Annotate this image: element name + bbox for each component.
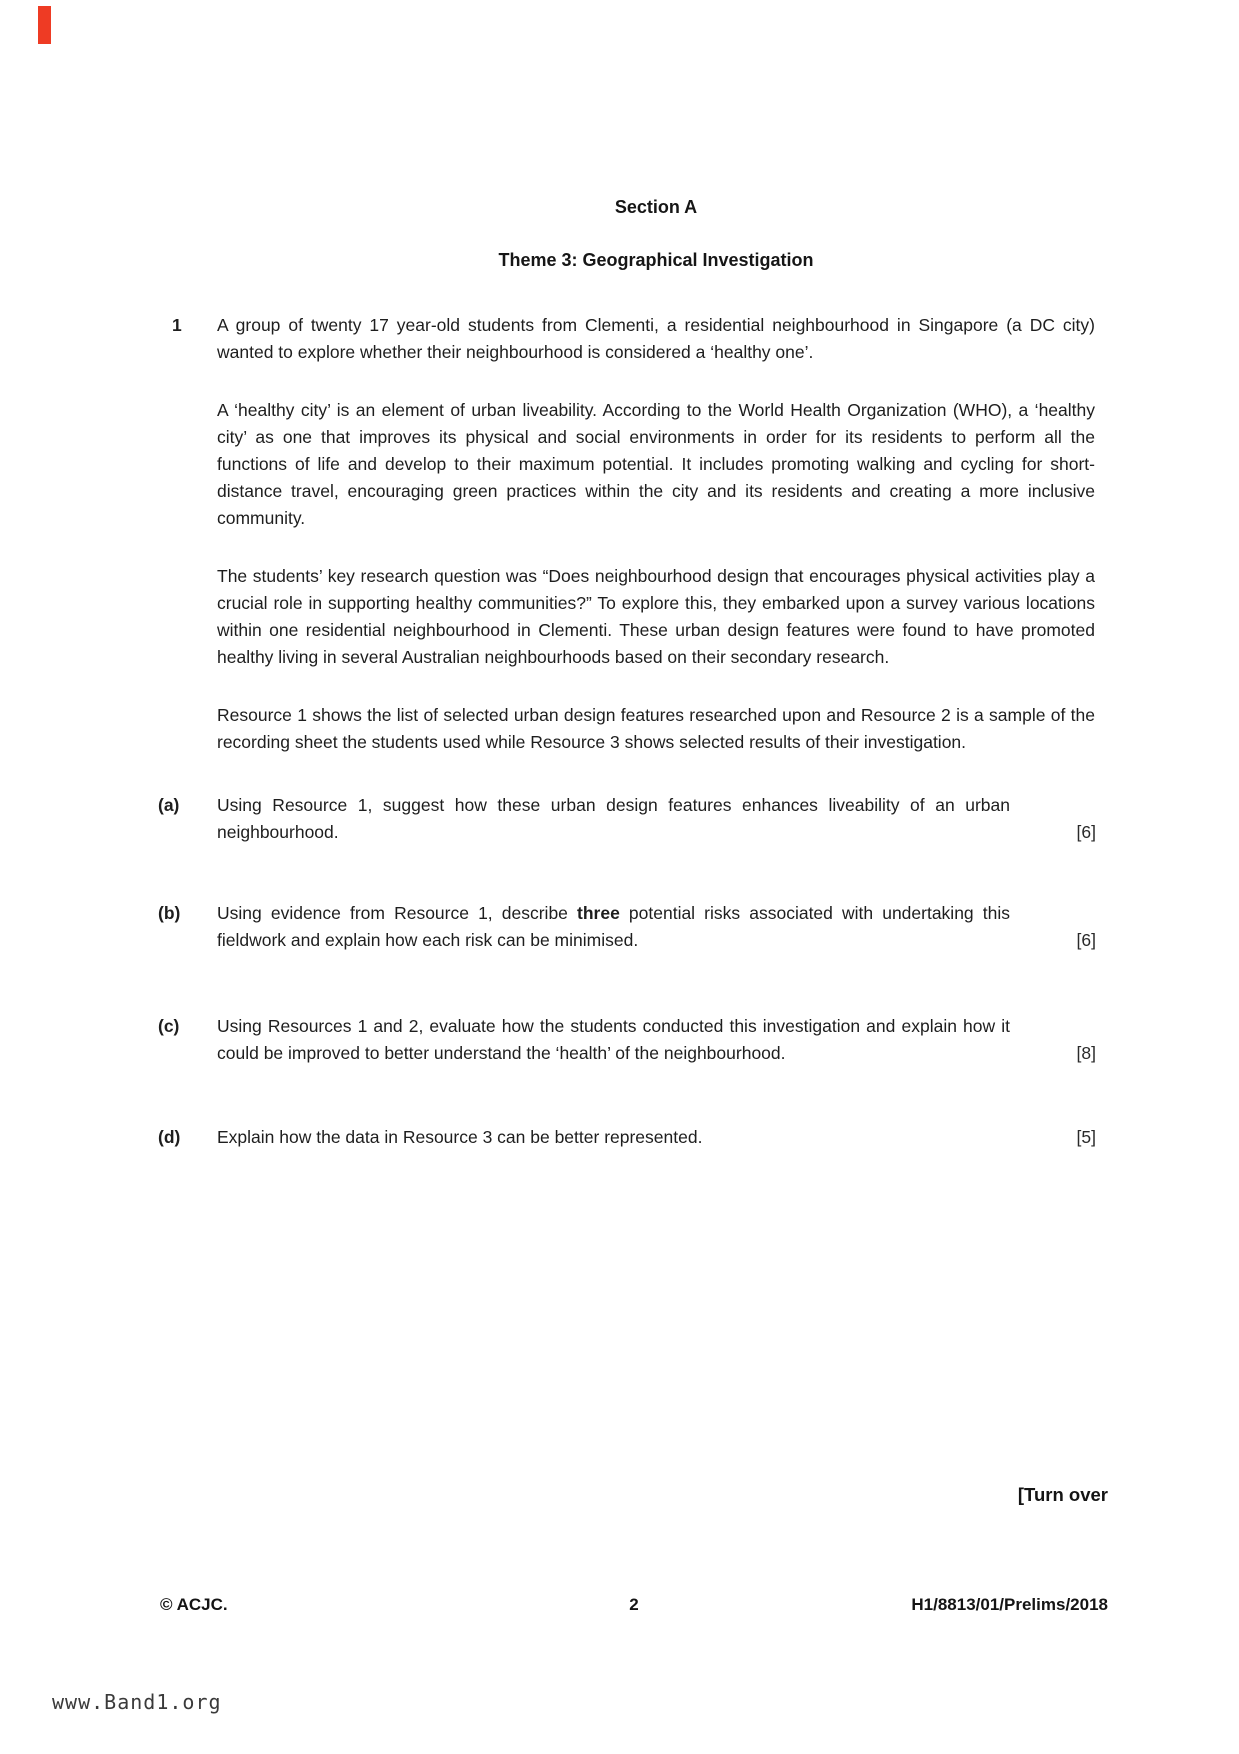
red-scan-mark: [38, 6, 51, 44]
subquestion-letter: (a): [158, 795, 180, 815]
subquestion-text: [217, 792, 1010, 846]
marks-badge: [6]: [1076, 930, 1096, 950]
turn-over-note: [Turn over: [1017, 1484, 1108, 1505]
marks-badge: [8]: [1076, 1043, 1096, 1063]
paper-code: H1/8813/01/Prelims/2018: [911, 1595, 1108, 1614]
question-1: [158, 312, 1108, 756]
question-number: 1: [172, 315, 182, 335]
question-paragraph: The students’ key research question was “Does neighbourhood design that encourages physical activities play a crucial role in supporting healthy communities?” To explore this, they embarked upon a survey various locations within one residential neighbourhood in Clementi. These urban design features were found to have promoted healthy living in several Australian neighbourhoods based on their secondary research.: [217, 566, 1095, 667]
question-intro: [217, 312, 1095, 756]
subquestion-d: [158, 1124, 1096, 1151]
subquestion-text-before: Using Resources 1 and 2, evaluate how the students conducted this investigation and explain how it could be improved to better understand the ‘health’ of the neighbourhood.: [217, 1016, 1010, 1063]
subquestion-a: [158, 792, 1096, 846]
marks-badge: [5]: [1076, 1127, 1096, 1147]
copyright-text: © ACJC.: [160, 1595, 228, 1614]
subquestion-text: [217, 900, 1010, 954]
page-footer: [160, 1595, 1108, 1615]
page-number: 2: [629, 1595, 639, 1614]
question-paragraph: Resource 1 shows the list of selected urban design features researched upon and Resource 2 is a sample of the recording sheet the students used while Resource 3 shows selected results of their investigation.: [217, 705, 1095, 752]
document-body: [158, 197, 1108, 1151]
subquestion-text-after: potential risks associated with undertaking this fieldwork and explain how each risk can be minimised.: [217, 903, 1010, 950]
subquestion-letter: (b): [158, 903, 181, 923]
marks-badge: [6]: [1076, 822, 1096, 842]
subquestion-c: [158, 1013, 1096, 1067]
subquestion-text-before: Explain how the data in Resource 3 can be better represented.: [217, 1127, 703, 1147]
subquestion-bold-word: three: [577, 903, 620, 923]
subquestion-text-before: Using evidence from Resource 1, describe: [217, 903, 578, 923]
watermark-url: www.Band1.org: [52, 1690, 222, 1714]
question-paragraph: A group of twenty 17 year-old students from Clementi, a residential neighbourhood in Singapore (a DC city) wanted to explore whether their neighbourhood is considered a ‘healthy one’.: [217, 315, 1095, 362]
question-paragraph: A ‘healthy city’ is an element of urban liveability. According to the World Health Organization (WHO), a ‘healthy city’ as one that improves its physical and social environments in order for its residents to perform all the functions of life and develop to their maximum potential. It includes promoting walking and cycling for short-distance travel, encouraging green practices within the city and its residents and creating a more inclusive community.: [217, 400, 1095, 528]
subquestion-letter: (c): [158, 1016, 180, 1036]
subquestion-b: [158, 900, 1096, 954]
theme-title: Theme 3: Geographical Investigation: [498, 250, 814, 270]
subquestion-letter: (d): [158, 1127, 181, 1147]
section-title: Section A: [614, 197, 698, 217]
subquestion-text-before: Using Resource 1, suggest how these urban design features enhances liveability of an urban neighbourhood.: [217, 795, 1010, 842]
subquestion-text: [217, 1013, 1010, 1067]
subquestion-text: [217, 1124, 1010, 1151]
